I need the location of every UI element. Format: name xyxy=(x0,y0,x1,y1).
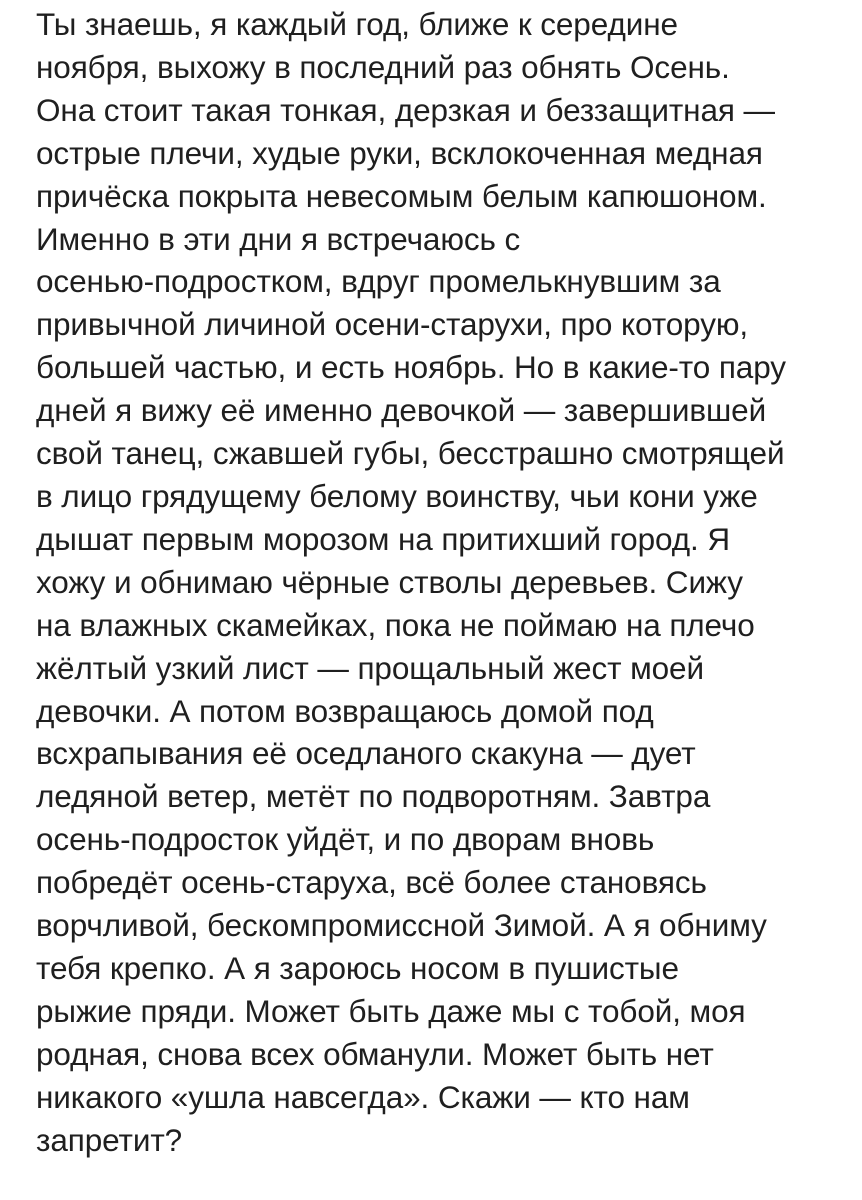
body-text: Ты знаешь, я каждый год, ближе к середине ноября, выхожу в последний раз обнять Осень. Она стоит такая тонкая, дерзкая и беззащитная — острые плечи, худые руки, всклокоченная медная причёска покрыта невесомым белым капюшоном. Именно в эти дни я встречаюсь с осенью-подростком, вдруг промелькнувшим за привычной личиной осени-старухи, про которую, большей частью, и есть ноябрь. Но в какие-то пару дней я вижу её именно девочкой — завершившей свой танец, сжавшей губы, бесстрашно смотрящей в лицо грядущему белому воинству, чьи кони уже дышат первым морозом на притихший город. Я хожу и обнимаю чёрные стволы деревьев. Сижу на влажных скамейках, пока не поймаю на плечо жёлтый узкий лист — прощальный жест моей девочки. А потом возвращаюсь домой под всхрапывания её оседланого скакуна — дует ледяной ветер, метёт по подворотням. Завтра осень-подросток уйдёт, и по дворам вновь побредёт осень-старуха, всё более становясь ворчливой, бескомпромиссной Зимой. А я обниму тебя крепко. А я зароюсь носом в пушистые рыжие пряди. Может быть даже мы с тобой, моя родная, снова всех обманули. Может быть нет никакого «ушла навсегда». Скажи — кто нам запретит? xyxy=(36,6,786,1158)
